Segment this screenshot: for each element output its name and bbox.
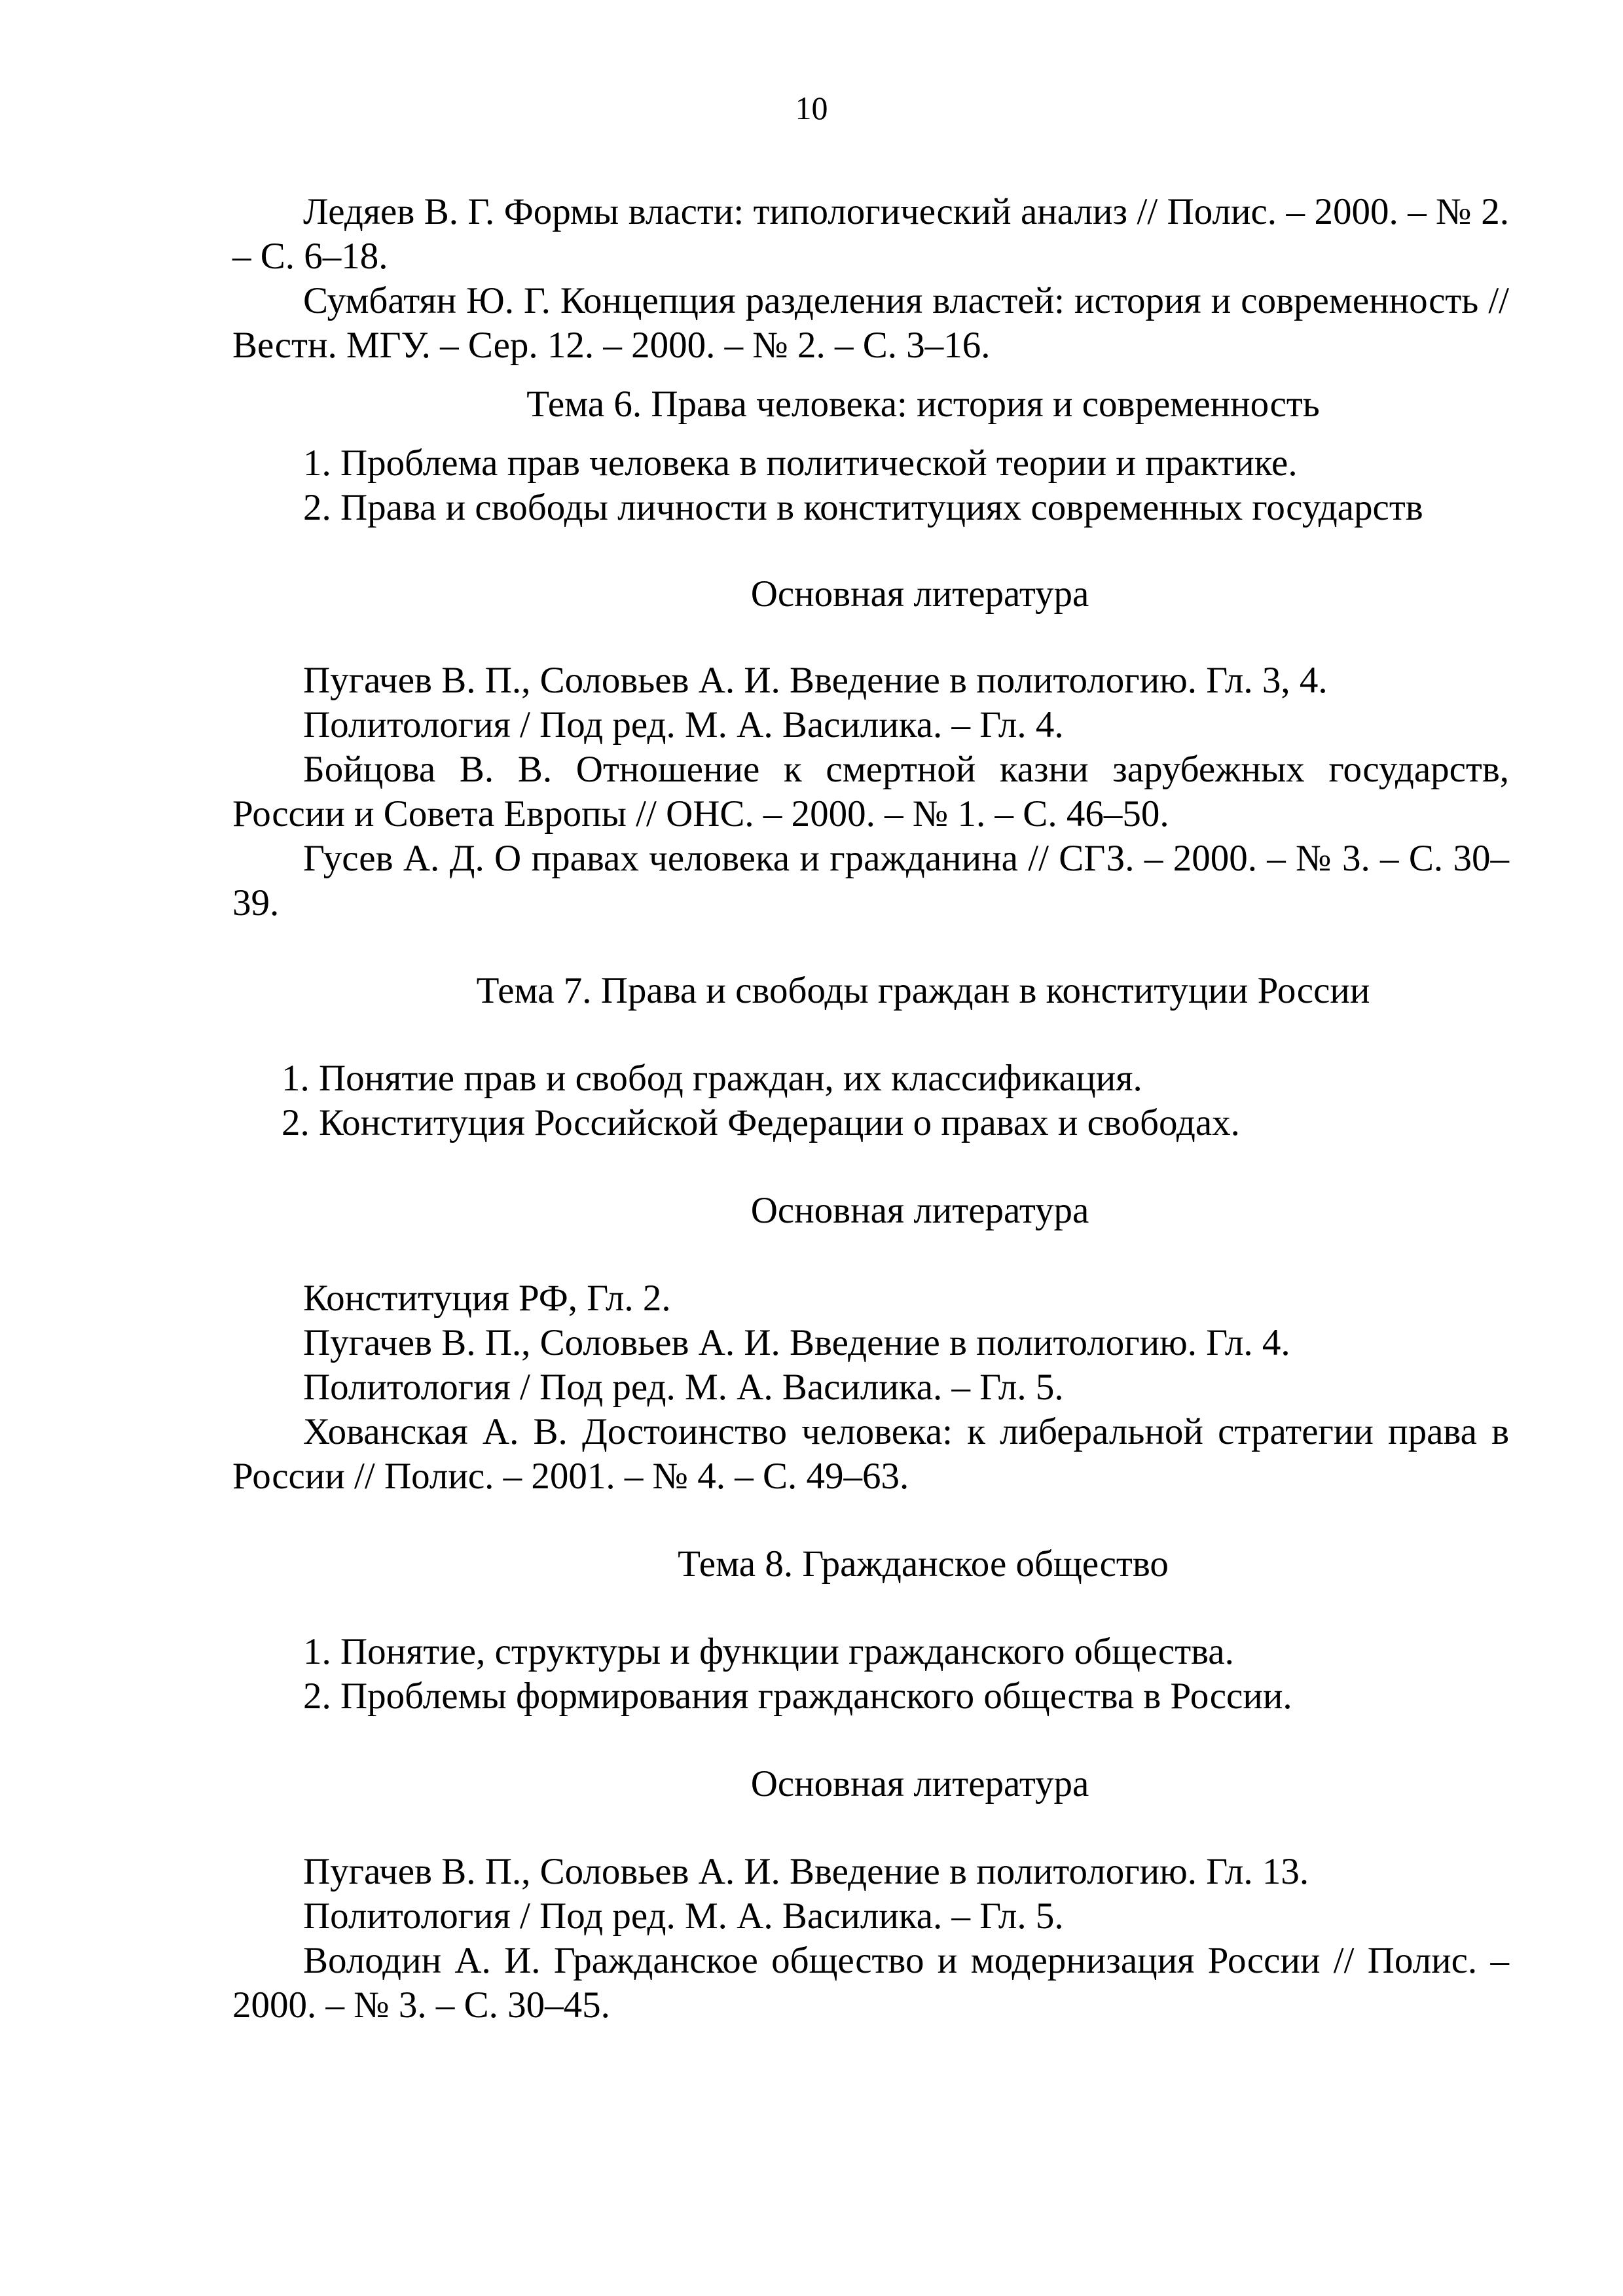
reference-entry: Хованская А. В. Достоинство человека: к либеральной стратегии права в России // Полис. – 2001. – № 4. – С. 49–63. bbox=[232, 1411, 1509, 1497]
topic-8-title: Тема 8. Гражданское общество bbox=[678, 1543, 1169, 1585]
topic-7-item: 1. Понятие прав и свобод граждан, их классификация. bbox=[282, 1058, 1142, 1099]
topic-8-item: 2. Проблемы формирования гражданского общества в России. bbox=[303, 1676, 1292, 1717]
reference-entry: Пугачев В. П., Соловьев А. И. Введение в политологию. Гл. 13. bbox=[303, 1851, 1309, 1892]
reference-entry: Конституция РФ, Гл. 2. bbox=[303, 1278, 671, 1319]
topic-6-literature-heading: Основная литература bbox=[750, 573, 1089, 615]
reference-entry: Пугачев В. П., Соловьев А. И. Введение в политологию. Гл. 4. bbox=[303, 1322, 1290, 1363]
topic-7-title: Тема 7. Права и свободы граждан в конституции России bbox=[476, 970, 1370, 1011]
reference-entry: Политология / Под ред. М. А. Василика. – Гл. 5. bbox=[303, 1895, 1064, 1937]
reference-entry: Политология / Под ред. М. А. Василика. – Гл. 4. bbox=[303, 704, 1064, 745]
reference-entry: Бойцова В. В. Отношение к смертной казни зарубежных государств, России и Совета Европы // ОНС. – 2000. – № 1. – С. 46–50. bbox=[232, 749, 1509, 834]
reference-entry: Сумбатян Ю. Г. Концепция разделения властей: история и современность // Вестн. МГУ. – Сер. 12. – 2000. – № 2. – С. 3–16. bbox=[232, 280, 1509, 366]
reference-entry: Володин А. И. Гражданское общество и модернизация России // Полис. – 2000. – № 3. – С. 30–45. bbox=[232, 1940, 1509, 2026]
reference-entry: Политология / Под ред. М. А. Василика. – Гл. 5. bbox=[303, 1367, 1064, 1408]
topic-8-item: 1. Понятие, структуры и функции гражданского общества. bbox=[303, 1631, 1234, 1672]
reference-entry: Пугачев В. П., Соловьев А. И. Введение в политологию. Гл. 3, 4. bbox=[303, 660, 1328, 701]
topic-7-literature-heading: Основная литература bbox=[750, 1190, 1089, 1231]
page-content bbox=[232, 190, 1509, 2028]
page-number: 10 bbox=[795, 90, 828, 126]
topic-8-literature-heading: Основная литература bbox=[750, 1763, 1089, 1804]
topic-7-item: 2. Конституция Российской Федерации о правах и свободах. bbox=[282, 1102, 1240, 1143]
reference-entry: Гусев А. Д. О правах человека и гражданина // СГЗ. – 2000. – № 3. – С. 30–39. bbox=[232, 838, 1509, 924]
topic-6-title: Тема 6. Права человека: история и современность bbox=[526, 384, 1320, 425]
reference-entry: Ледяев В. Г. Формы власти: типологический анализ // Полис. – 2000. – № 2. – С. 6–18. bbox=[232, 191, 1509, 277]
topic-6-item: 2. Права и свободы личности в конституциях современных государств bbox=[303, 487, 1423, 528]
topic-6-item: 1. Проблема прав человека в политической теории и практике. bbox=[303, 442, 1298, 484]
